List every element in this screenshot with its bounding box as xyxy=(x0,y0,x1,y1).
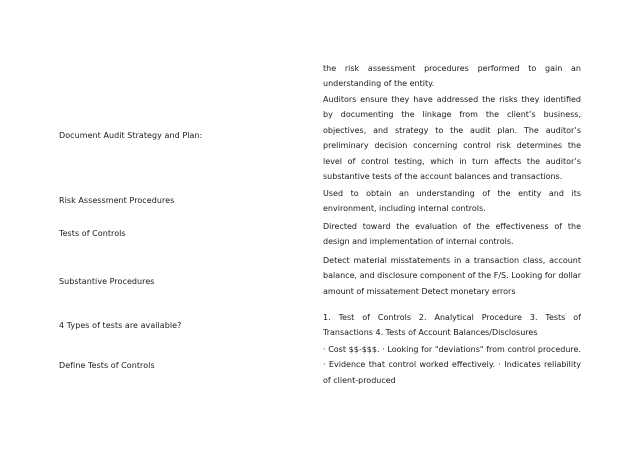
definition-text: Directed toward the evaluation of the effectiveness of the design and implementation of internal controls. xyxy=(323,222,581,247)
term-label: Risk Assessment Procedures xyxy=(59,196,175,205)
term-label: Define Tests of Controls xyxy=(59,361,155,370)
definition-text: the risk assessment procedures performed to gain an understanding of the entity. xyxy=(323,64,581,89)
term-label: 4 Types of tests are available? xyxy=(59,321,182,330)
definition-text: 1. Test of Controls 2. Analytical Procedure 3. Tests of Transactions 4. Tests of Account Balances/Disclosures xyxy=(323,313,581,338)
definition-text: Used to obtain an understanding of the entity and its environment, including internal controls. xyxy=(323,189,581,214)
term-label: Substantive Procedures xyxy=(59,277,155,286)
definition-text: Auditors ensure they have addressed the risks they identified by documenting the linkage from the client’s business, objectives, and strategy to the audit plan. The auditor’s preliminary decision concerning control risk determines the level of control testing, which in turn affects the auditor’s substantive tests of the account balances and transactions. xyxy=(323,95,581,182)
term-label: Tests of Controls xyxy=(59,229,126,238)
definition-text: Detect material misstatements in a transaction class, account balance, and disclosure component of the F/S. Looking for dollar amount of missatement Detect monetary errors xyxy=(323,256,581,296)
term-label: Document Audit Strategy and Plan: xyxy=(59,131,203,140)
definition-text-clipped: · Cost $$-$$$. · Looking for "deviations" from control procedure. · Evidence that control worked effectively. · Indicates reliability of client-produced xyxy=(323,345,581,384)
